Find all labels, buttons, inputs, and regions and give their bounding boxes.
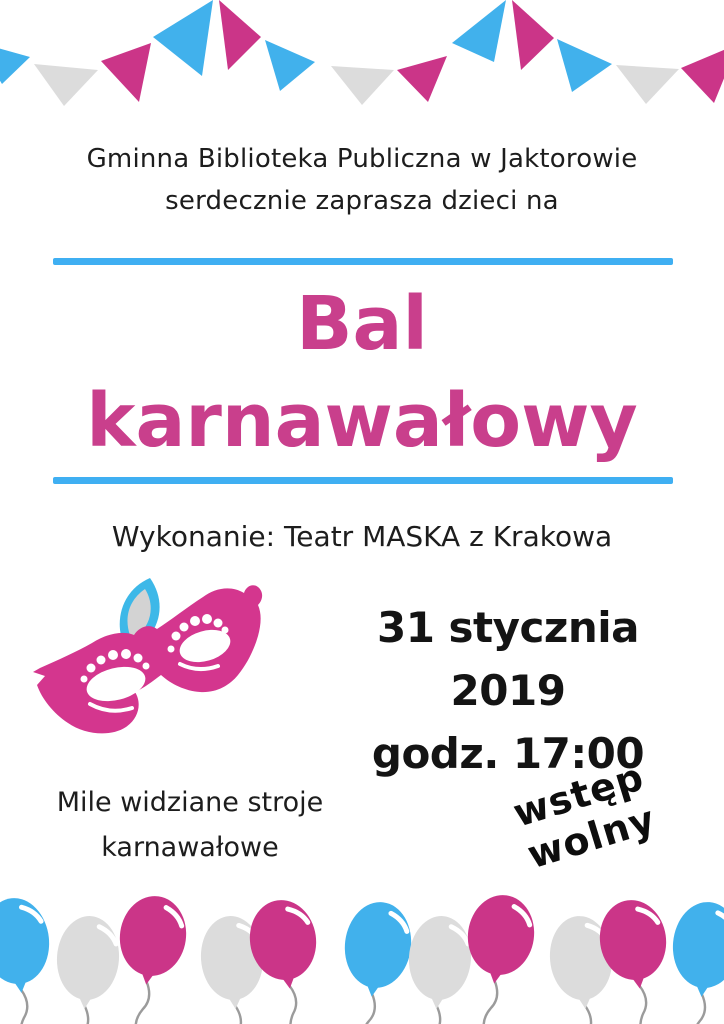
balloon-blue <box>0 895 60 1024</box>
intro-line2: serdecznie zaprasza dzieci na <box>165 186 559 216</box>
flag-blue <box>153 0 213 76</box>
flag-blue <box>0 42 30 84</box>
admission-note: wstęp wolny <box>508 754 661 878</box>
flag-gray <box>616 65 679 104</box>
balloon-gray <box>402 914 474 1024</box>
flag-pink <box>219 0 261 70</box>
flag-blue <box>452 0 506 62</box>
flag-pink <box>681 44 724 103</box>
divider-line-top <box>53 258 673 265</box>
note-line1: Mile widziane stroje <box>56 787 324 818</box>
balloon-gray <box>50 914 122 1024</box>
divider-line-bottom <box>53 477 673 484</box>
title-line2: karnawałowy <box>86 378 638 464</box>
page-title <box>0 276 724 470</box>
bunting-garland <box>0 0 724 110</box>
balloon-blue <box>664 899 724 1024</box>
flag-pink <box>512 0 554 70</box>
intro-text <box>0 138 724 222</box>
performer-text: Wykonanie: Teatr MASKA z Krakowa <box>111 520 613 553</box>
flag-blue <box>557 39 612 92</box>
flag-pink <box>101 43 151 102</box>
balloon-blue <box>332 898 416 1024</box>
event-time: godz. 17:00 <box>371 729 645 778</box>
flag-pink <box>397 56 447 102</box>
title-line1: Bal <box>296 281 428 367</box>
intro-line1: Gminna Biblioteka Publiczna w Jaktorowie <box>86 144 638 174</box>
note-line2: karnawałowe <box>101 832 279 863</box>
balloon-row <box>0 860 724 1024</box>
masquerade-mask-icon <box>28 572 268 742</box>
flag-gray <box>34 64 98 106</box>
event-date: 31 stycznia 2019 <box>376 603 639 715</box>
flag-gray <box>331 66 394 105</box>
balloon-pink <box>245 896 330 1024</box>
costume-note <box>30 780 350 870</box>
balloon-pink <box>595 896 680 1024</box>
flag-blue <box>265 40 315 91</box>
